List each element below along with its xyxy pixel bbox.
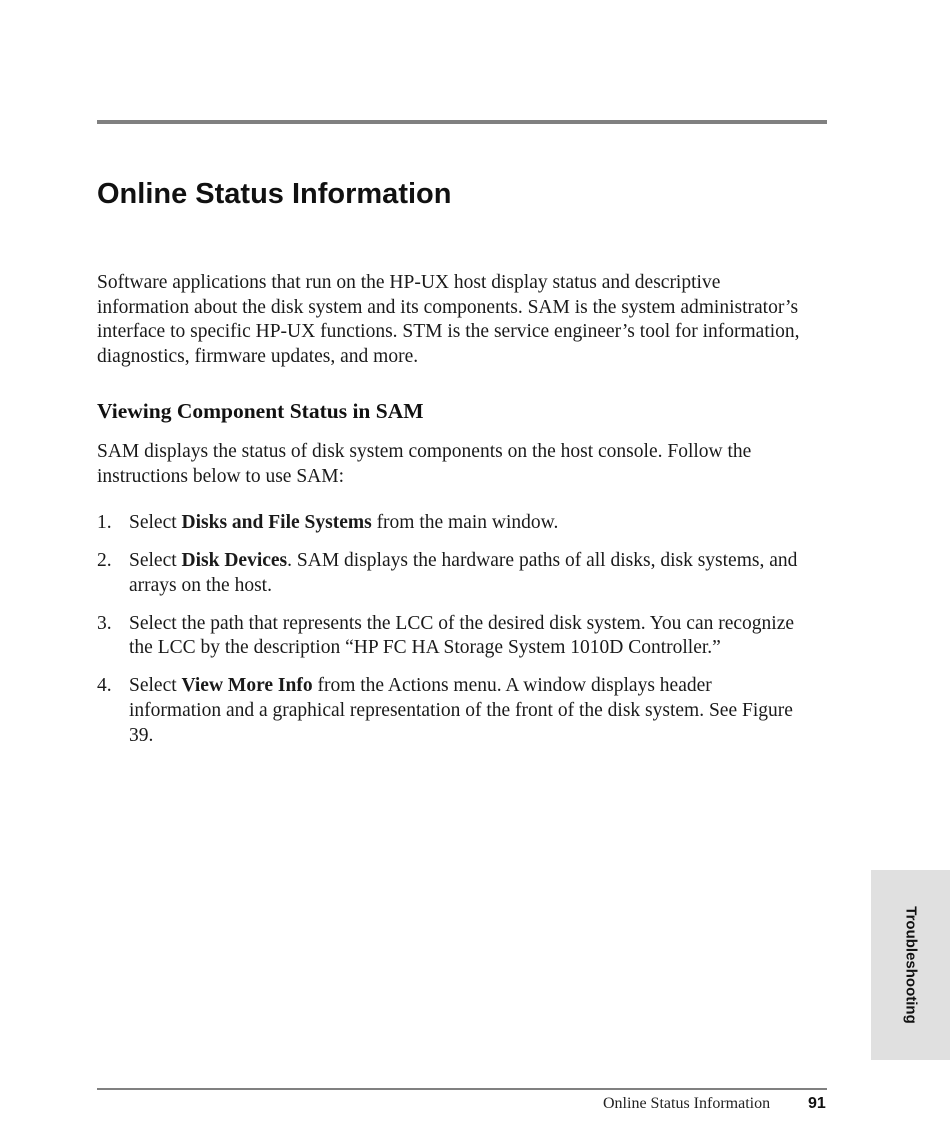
footer-title: Online Status Information [603, 1095, 771, 1112]
step-text-end: . SAM displays the hardware paths of all disks, disk systems, and arrays on the host. [129, 550, 798, 596]
step-bold-text: View More Info [181, 675, 313, 697]
page-title: Online Status Information [97, 178, 452, 210]
chapter-tab-label: Troubleshooting [902, 906, 919, 1024]
steps-list [97, 511, 807, 762]
chapter-side-tab [871, 870, 950, 1060]
step-text-end: from the Actions menu. A window displays header information and a graphical representation of the front of the disk system. See Figure 39. [129, 675, 793, 746]
step-text: Select [129, 675, 182, 697]
step-number: 2. [97, 550, 112, 572]
step-number: 4. [97, 675, 112, 697]
step-number: 3. [97, 612, 112, 634]
step-text: Select the path that represents the LCC of the desired disk system. You can recognize the LCC by the description “HP FC HA Storage System 1010D Controller.” [129, 612, 794, 659]
step-item-4 [97, 674, 807, 748]
footer-rule [97, 1088, 827, 1090]
step-bold-text: Disk Devices [181, 550, 288, 572]
section-paragraph: SAM displays the status of disk system components on the host console. Follow the instructions below to use SAM: [97, 441, 752, 487]
intro-paragraph: Software applications that run on the HP-UX host display status and descriptive information about the disk system and its components. SAM is the system administrator’s interface to specific HP-UX functions. STM is the service engineer’s tool for information, diagnostics, firmware updates, and more. [97, 272, 800, 367]
step-item-2 [97, 549, 807, 598]
step-item-1 [97, 511, 807, 536]
step-text: Select [129, 512, 182, 533]
step-text: Select [129, 550, 182, 572]
step-text-end: from the main window. [371, 512, 559, 533]
page-number: 91 [808, 1095, 826, 1112]
top-rule [97, 120, 827, 124]
step-item-3 [97, 612, 807, 661]
step-number: 1. [97, 512, 112, 533]
section-heading: Viewing Component Status in SAM [97, 399, 424, 423]
step-bold-text: Disks and File Systems [181, 512, 372, 533]
